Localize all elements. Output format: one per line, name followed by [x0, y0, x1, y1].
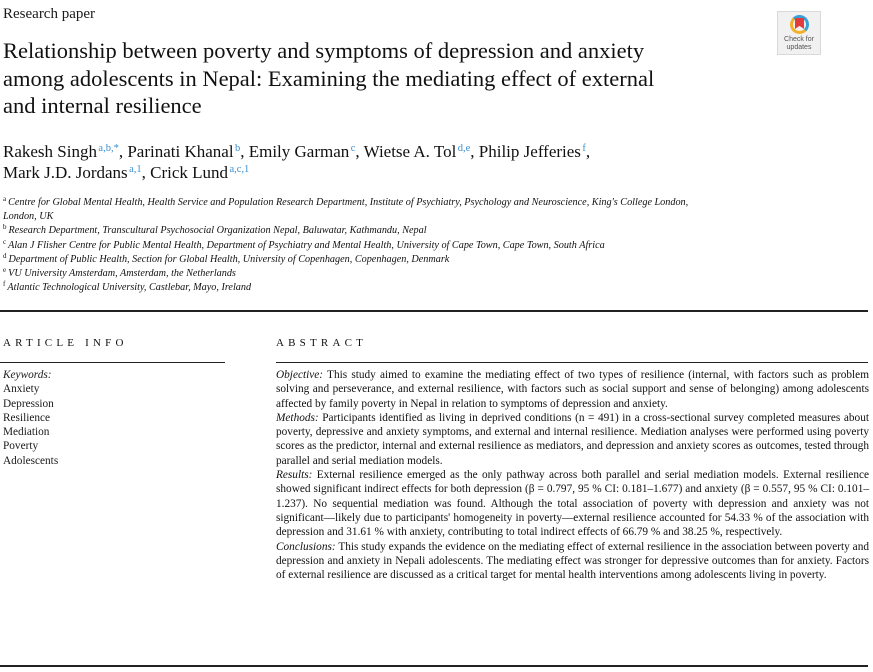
- crossmark-label-line1: Check for: [784, 36, 814, 43]
- conclusions-label: Conclusions:: [276, 540, 336, 553]
- author-name[interactable]: Parinati Khanal: [127, 142, 234, 161]
- affiliation-list: [3, 196, 688, 295]
- author-name[interactable]: Wietse A. Tol: [363, 142, 457, 161]
- keyword-item: Depression: [3, 397, 54, 410]
- affiliation-item: $^a$ Centre for Global Mental Health, Health Service and Population Research Department, Institute of Psychiatry, Psychology and Neuroscience, King's College London,: [3, 195, 689, 208]
- abstract-heading: ABSTRACT: [276, 337, 368, 349]
- abstract-body: [276, 368, 869, 582]
- affiliation-item: $^e$ VU University Amsterdam, Amsterdam, the Netherlands: [3, 266, 236, 280]
- crossmark-label-line2: updates: [786, 43, 812, 51]
- author-line: Mark J.D. Jordans $^{a,1}$, Crick Lund $^{a,c,1}$: [3, 163, 250, 182]
- author-name[interactable]: Philip Jefferies: [478, 142, 581, 161]
- author-affiliation-marker[interactable]: c: [350, 143, 356, 154]
- author-name[interactable]: Mark J.D. Jordans: [3, 163, 128, 182]
- title-line: Relationship between poverty and symptoms of depression and anxiety: [3, 38, 645, 63]
- author-affiliation-marker[interactable]: a,c,1: [229, 164, 250, 175]
- affiliation-item: $^b$ Research Department, Transcultural Psychosocial Organization Nepal, Baluwatar, Kathmandu, Nepal: [3, 223, 427, 237]
- section-type-label: Research paper: [3, 6, 96, 22]
- methods-label: Methods:: [276, 411, 319, 424]
- author-affiliation-marker[interactable]: b: [234, 143, 241, 154]
- article-info-divider: [0, 362, 225, 363]
- author-affiliation-marker[interactable]: a,1: [129, 164, 142, 175]
- footer-divider: [0, 665, 868, 667]
- keyword-item: Adolescents: [3, 454, 59, 467]
- affiliation-item: $^c$ Alan J Flisher Centre for Public Mental Health, Department of Psychiatry and Mental Health, University of Cape Town, Cape Town, South Africa: [3, 237, 605, 251]
- affiliation-item: $^d$ Department of Public Health, Section for Global Health, University of Copenhagen, Copenhagen, Denmark: [3, 251, 450, 265]
- keyword-item: Resilience: [3, 411, 51, 424]
- abstract-methods: Methods: Participants identified as living in deprived conditions (n = 491) in a cross-sectional survey completed measures about poverty, depressive and anxiety symptoms, and external and internal resilience. Mediation analyses were performed using poverty scores as the predictor, internal and external resilience as mediators, and depression and anxiety scores as outcomes, tested through parallel and serial mediation models.: [276, 411, 869, 467]
- author-list: [3, 141, 590, 183]
- keyword-item: Poverty: [3, 440, 39, 453]
- title-line: among adolescents in Nepal: Examining the mediating effect of external: [3, 65, 655, 91]
- author-name[interactable]: Emily Garman: [248, 142, 350, 161]
- header-divider: [0, 310, 868, 312]
- article-info-heading: ARTICLE INFO: [3, 337, 128, 349]
- keyword-item: Mediation: [3, 426, 50, 439]
- affiliation-item: $^f$ Atlantic Technological University, Castlebar, Mayo, Ireland: [3, 280, 252, 294]
- author-name[interactable]: Rakesh Singh: [3, 142, 97, 161]
- keywords-block: [3, 368, 58, 468]
- affiliation-item-continued: London, UK: [3, 211, 54, 223]
- author-name[interactable]: Crick Lund: [150, 163, 229, 182]
- results-label: Results:: [276, 469, 313, 482]
- abstract-results: Results: External resilience emerged as the only pathway across both parallel and serial mediation models. External resilience showed significant indirect effects for both depression (β = 0.797, 95 % CI: 0.181–1.677) and anxiety (β = 0.557, 95 % CI: 0.101–1.237). No sequential mediation was found. Although the total association of poverty with depression and anxiety was not significant—likely due to participants' homogeneity in poverty—external resilience accounted for 54.33 % of the association with depression and 31.61 % with anxiety, contributing to total indirect effects of 66.79 % and 38.25 %, respectively.: [276, 469, 869, 539]
- abstract-divider: [276, 362, 868, 363]
- author-affiliation-marker[interactable]: d,e: [457, 143, 471, 154]
- keywords-label: Keywords:: [3, 369, 52, 381]
- author-affiliation-marker[interactable]: f: [582, 143, 586, 154]
- abstract-objective: Objective: This study aimed to examine the mediating effect of two types of resilience (internal, with factors such as problem solving and perseverance, and external resilience, with factors such as social support and sense of belonging) among adolescents affected by family poverty in Nepal in relation to symptoms of depression and anxiety.: [276, 369, 869, 410]
- abstract-conclusions: Conclusions: This study expands the evidence on the mediating effect of external resilience in the association between poverty and depression and anxiety in Nepali adolescents. The mediating effect was stronger for depressive outcomes than for anxiety. Factors of external resilience are discussed as a critical target for mental health interventions among adolescents living in poverty.: [276, 540, 869, 582]
- title-line: and internal resilience: [3, 93, 202, 118]
- paper-title: [3, 37, 763, 120]
- keyword-item: Anxiety: [3, 383, 40, 396]
- author-affiliation-marker[interactable]: a,b,*: [98, 143, 119, 154]
- check-for-updates-badge[interactable]: [777, 11, 821, 55]
- objective-label: Objective:: [276, 369, 324, 381]
- author-line: Rakesh Singh $^{a,b,*}$, Parinati Khanal $^b$, Emily Garman $^c$, Wietse A. Tol $^{d,e}$, Philip Jefferies $^f$,: [3, 142, 591, 161]
